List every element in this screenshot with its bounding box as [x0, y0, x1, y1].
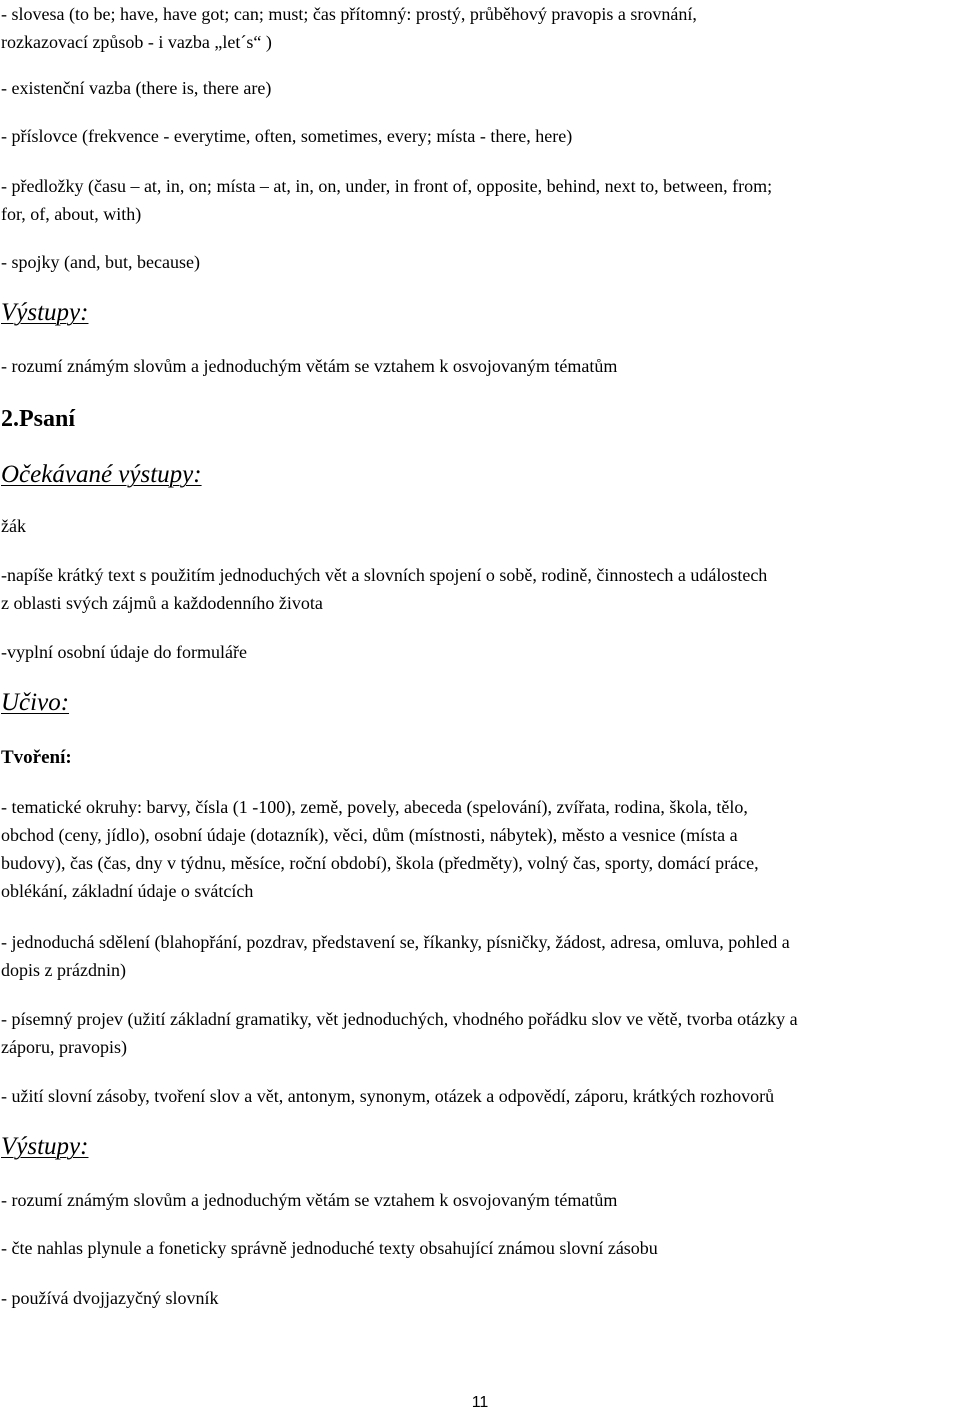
messages-paragraph [1, 928, 960, 984]
conjunctions-line: - spojky (and, but, because) [1, 252, 200, 272]
outputs-2-item-2 [1, 1234, 960, 1262]
topics-paragraph [1, 793, 960, 905]
topics-line-1: - tematické okruhy: barvy, čísla (1 -100), země, povely, abeceda (spelování), zvířata, rodina, škola, tělo, [1, 797, 748, 817]
adverbs-line: - příslovce (frekvence - everytime, often, sometimes, every; místa - there, here) [1, 126, 573, 146]
topics-line-3: budovy), čas (čas, dny v týdnu, měsíce, roční období), škola (předměty), volný čas, sporty, domácí práce, [1, 853, 759, 873]
writing-heading: 2.Psaní [1, 406, 76, 432]
writing-item-2-line: -vyplní osobní údaje do formuláře [1, 642, 247, 662]
topics-line-4: oblékání, základní údaje o svátcích [1, 881, 254, 901]
existential-line: - existenční vazba (there is, there are) [1, 78, 272, 98]
curriculum-heading: Učivo: [1, 689, 70, 716]
creation-subheading: Tvoření: [1, 747, 72, 768]
writing-item-1-line-2: z oblasti svých zájmů a každodenního života [1, 593, 323, 613]
outputs-2-item-1-line: - rozumí známým slovům a jednoduchým větám se vztahem k osvojovaným tématům [1, 1190, 618, 1210]
writing-item-1-line-1: -napíše krátký text s použitím jednoduchých vět a slovních spojení o sobě, rodině, činnostech a událostech [1, 565, 768, 585]
outputs-2-item-2-line: - čte nahlas plynule a foneticky správně jednoduché texty obsahující známou slovní zásobu [1, 1238, 658, 1258]
prepositions-line-2: for, of, about, with) [1, 204, 142, 224]
written-expression-line-2: záporu, pravopis) [1, 1037, 127, 1057]
pupil-label-line: žák [1, 516, 26, 536]
written-expression-line-1: - písemný projev (užití základní gramatiky, vět jednoduchých, vhodného pořádku slov ve větě, tvorba otázky a [1, 1009, 798, 1029]
outputs-2-item-3 [1, 1284, 960, 1312]
written-expression-paragraph [1, 1005, 960, 1061]
prepositions-paragraph [1, 172, 960, 228]
verbs-line-2: rozkazovací způsob - i vazba „let´s“ ) [1, 32, 272, 52]
verbs-paragraph [1, 0, 960, 56]
outputs-2-item-1 [1, 1186, 960, 1214]
existential-paragraph [1, 74, 960, 102]
conjunctions-paragraph [1, 248, 960, 276]
vocabulary-paragraph [1, 1082, 960, 1110]
topics-line-2: obchod (ceny, jídlo), osobní údaje (dotazník), věci, dům (místnosti, nábytek), město a vesnice (místa a [1, 825, 738, 845]
expected-outputs-heading: Očekávané výstupy: [1, 461, 202, 488]
adverbs-paragraph [1, 122, 960, 150]
pupil-label [1, 512, 960, 540]
prepositions-line-1: - předložky (času – at, in, on; místa – at, in, on, under, in front of, opposite, behind, next to, between, from; [1, 176, 773, 196]
writing-item-1 [1, 561, 960, 617]
outputs-1-item-1 [1, 352, 960, 380]
page-number: 11 [471, 1394, 489, 1411]
outputs-heading-2: Výstupy: [1, 1133, 89, 1160]
messages-line-1: - jednoduchá sdělení (blahopřání, pozdrav, představení se, říkanky, písničky, žádost, adresa, omluva, pohled a [1, 932, 790, 952]
outputs-2-item-3-line: - používá dvojjazyčný slovník [1, 1288, 219, 1308]
vocabulary-line: - užití slovní zásoby, tvoření slov a vět, antonym, synonym, otázek a odpovědí, záporu, krátkých rozhovorů [1, 1086, 775, 1106]
outputs-heading-1: Výstupy: [1, 299, 89, 326]
outputs-1-item-1-line: - rozumí známým slovům a jednoduchým větám se vztahem k osvojovaným tématům [1, 356, 618, 376]
verbs-line-1: - slovesa (to be; have, have got; can; must; čas přítomný: prostý, průběhový pravopis a srovnání, [1, 4, 697, 24]
messages-line-2: dopis z prázdnin) [1, 960, 126, 980]
writing-item-2 [1, 638, 960, 666]
